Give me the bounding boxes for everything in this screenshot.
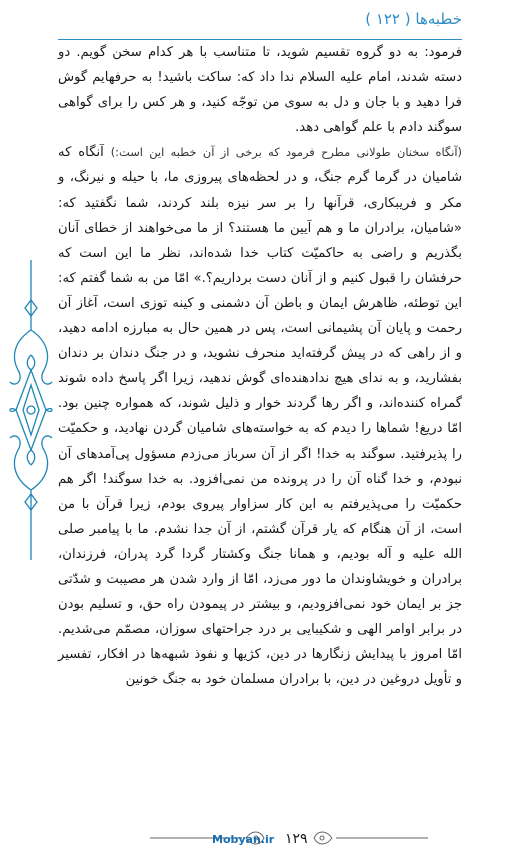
lead-note: (آنگاه سخنان طولانی مطرح فرمود که برخی از آن خطبه این است:) [110, 145, 462, 160]
text-body [58, 40, 462, 692]
page-footer [0, 827, 520, 849]
chapter-title: خطبه‌ها ( ۱۲۲ ) [365, 10, 462, 28]
page-number: ۱۲۹ [285, 831, 308, 847]
paragraph-2 [58, 140, 462, 692]
paragraph-1: فرمود: به دو گروه تقسیم شوید، تا متناسب با هر کدام سخن گویم. دو دسته شدند، امام علیه السلام ندا داد که: ساکت باشید! به حرفهایم گوش فرا دهید و با جان و دل به سوی من توجّه کنید، و هر کس را برای گواهی سوگند دادم با علم گواهی دهد. [58, 45, 462, 136]
footer-right-ornament-icon [308, 830, 428, 846]
side-ornament-icon [6, 260, 56, 560]
page-header [58, 6, 462, 36]
website-link[interactable]: Mobyan.ir [212, 833, 275, 846]
paragraph-2-text: آنگاه که شامیان در گرما گرم جنگ، و در لحظه‌های پیروزی ما، با حیله و نیرنگ، و مکر و فریبکاری، قرآنها را بر سر نیزه بلند کردند، شما نگفتید که: «شامیان، برادران ما و هم آیین ما هستند؟ از ما می‌خواهند از خطای آنان بگذریم و راضی به حاکمیّت کتاب خدا شده‌اند، نظر ما این است که حرفشان را قبول کنیم و از آنان دست برداریم؟.» امّا من به شما گفتم که: این توطئه، ظاهرش ایمان و باطن آن دشمنی و کینه توزی است، آغاز آن رحمت و پایان آن پشیمانی است، پس در همین حال به مبارزه ادامه دهید، و از راهی که در پیش گرفته‌اید منحرف نشوید، و در جنگ دندان بر دندان بفشارید، و به ندای هیچ ندادهنده‌ای گوش ندهید، زیرا اگر پاسخ داده شوند گمراه کننده‌اند، و اگر رها گردند خوار و ذلیل شوند، که همواره چنین بود. امّا دریغ! شماها را دیدم که به خواسته‌های شامیان گردن نهادید، و حکمیّت را پذیرفتید. سوگند به خدا! اگر از آن سرباز می‌زدم مسؤول پی‌آمدهای آن نبودم، و خدا گناه آن را در پرونده من نمی‌افزود. به خدا سوگند! اگر هم حکمیّت را می‌پذیرفتم به این کار سزاوار پیروی بودم، زیرا قرآن با من است، از آن هنگام که یار قرآن گشتم، از آن جدا نشدم. ما با پیامبر صلی الله علیه و آله بودیم، و همانا جنگ وکشتار گردا گرد پدران، فرزندان، برادران و خویشاوندان ما دور می‌زد، امّا از وارد شدن هر مصیبت و شدّتی جز بر ایمان خود نمی‌افزودیم، و بیشتر در پیمودن راه حق، و تسلیم بودن در برابر اوامر الهی و شکیبایی بر درد جراحتهای سوزان، مصمّم می‌شدیم. امّا امروز با پیدایش زنگارها در دین، کژیها و نفوذ شبهه‌ها در افکار، تفسیر و تأویل دروغین در دین، با برادران مسلمان خود به جنگ خونین [58, 145, 462, 688]
